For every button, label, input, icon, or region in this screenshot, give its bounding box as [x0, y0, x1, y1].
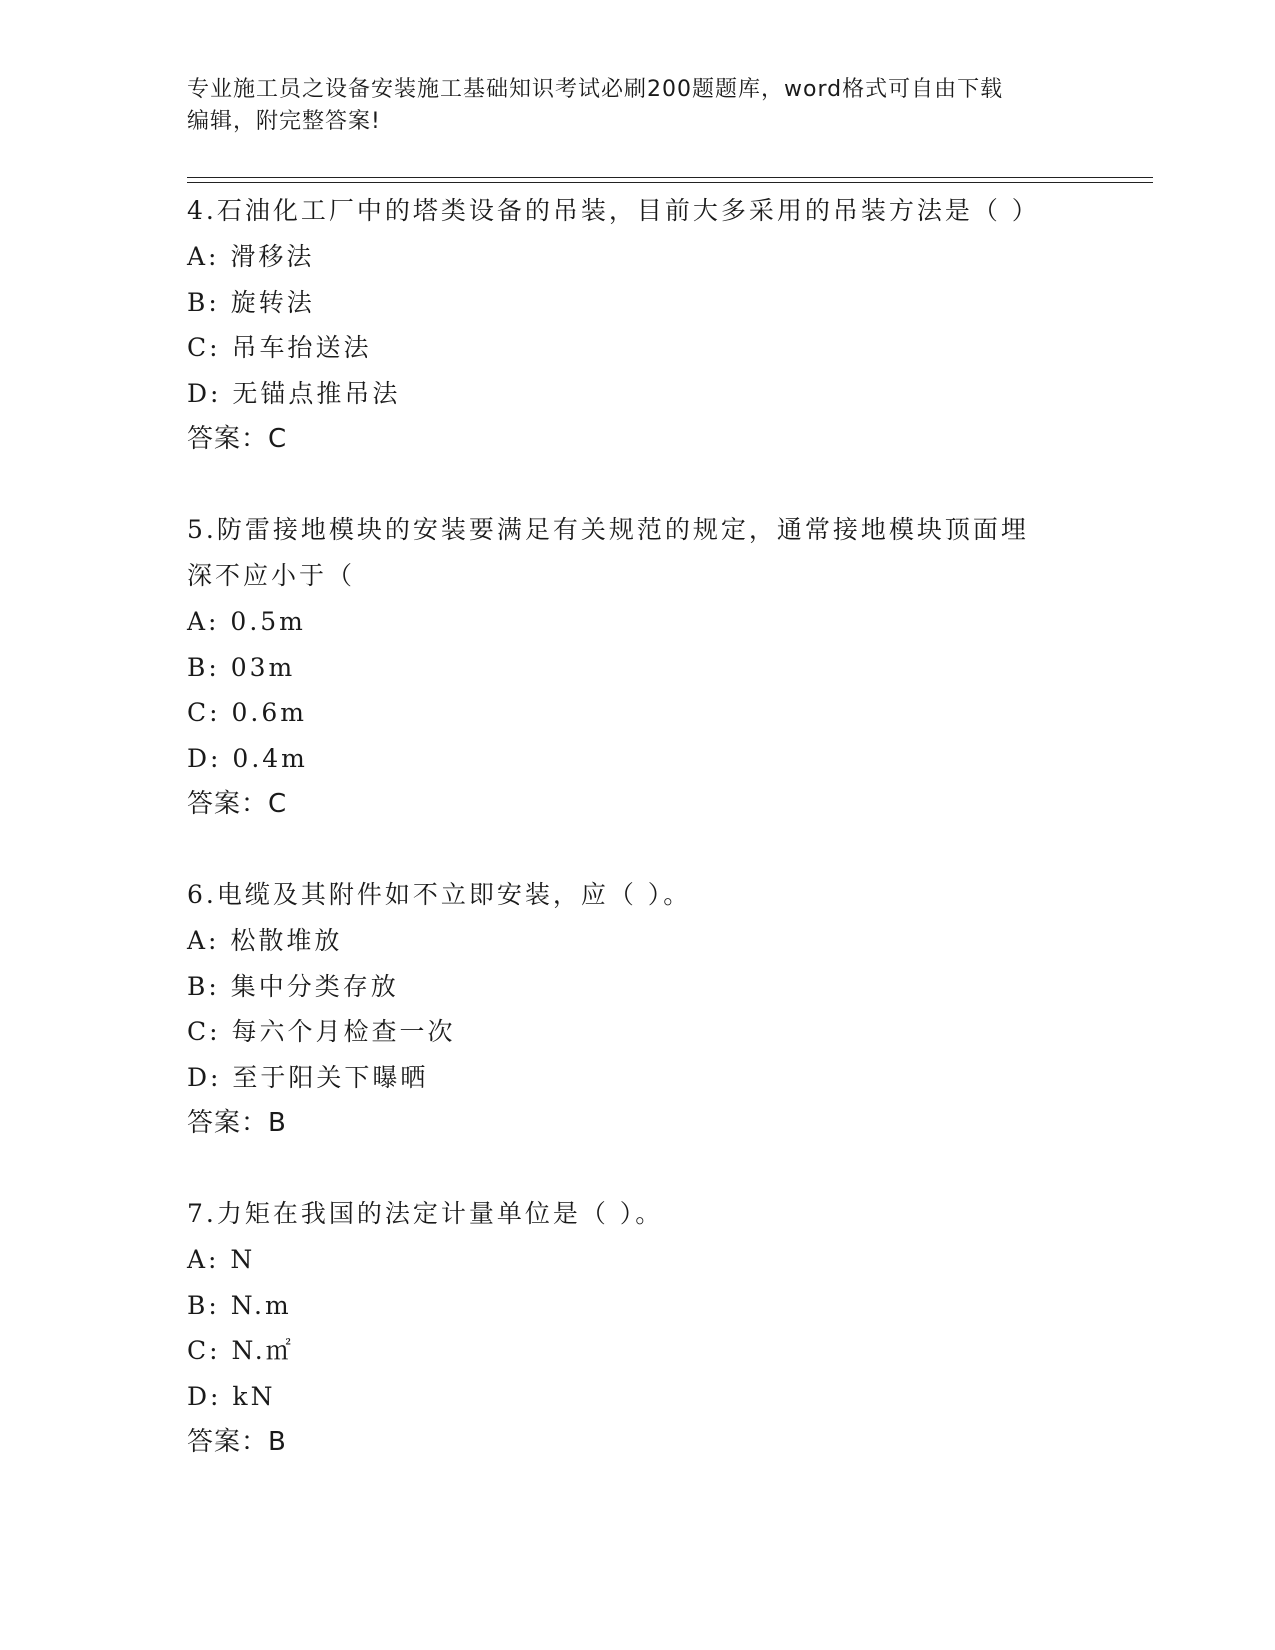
header-divider-bottom [187, 182, 1153, 183]
answer: 答案：B [187, 1427, 287, 1457]
option-d: D: 0.4m [187, 743, 308, 773]
question-6 [187, 872, 1087, 1146]
option-d: D: 无锚点推吊法 [187, 378, 401, 408]
option-c: C: N.㎡ [187, 1336, 294, 1365]
question-stem: 5.防雷接地模块的安装要满足有关规范的规定，通常接地模块顶面埋 [187, 515, 1029, 544]
header-title-line-1: 专业施工员之设备安装施工基础知识考试必刷200题题库，word格式可自由下载 [187, 77, 1004, 102]
option-a: A: 松散堆放 [187, 926, 343, 955]
option-b: B: 旋转法 [187, 287, 315, 317]
question-5 [187, 507, 1087, 827]
answer: 答案：C [187, 789, 288, 819]
header-title-line-2: 编辑，附完整答案! [187, 109, 381, 134]
header-divider-top [187, 177, 1153, 178]
question-stem: 7.力矩在我国的法定计量单位是（ ）。 [187, 1199, 664, 1228]
question-7 [187, 1191, 1087, 1465]
question-stem-continued: 深不应小于（ [187, 561, 356, 590]
option-c: C: 吊车抬送法 [187, 333, 372, 362]
question-stem: 4.石油化工厂中的塔类设备的吊装，目前大多采用的吊装方法是（ ） [187, 196, 1040, 225]
option-b: B: N.m [187, 1290, 292, 1320]
answer: 答案：C [187, 424, 288, 454]
option-b: B: 集中分类存放 [187, 971, 399, 1001]
option-c: C: 0.6m [187, 698, 307, 727]
answer: 答案：B [187, 1108, 287, 1138]
option-d: D: kN [187, 1381, 276, 1411]
option-b: B: 03m [187, 652, 296, 682]
option-a: A: N [187, 1245, 256, 1274]
document-header [187, 74, 1087, 138]
question-stem: 6.电缆及其附件如不立即安装，应（ ）。 [187, 880, 692, 909]
option-d: D: 至于阳关下曝晒 [187, 1062, 429, 1092]
question-4 [187, 188, 1087, 462]
option-c: C: 每六个月检查一次 [187, 1017, 456, 1046]
option-a: A: 0.5m [187, 607, 306, 636]
option-a: A: 滑移法 [187, 242, 315, 271]
